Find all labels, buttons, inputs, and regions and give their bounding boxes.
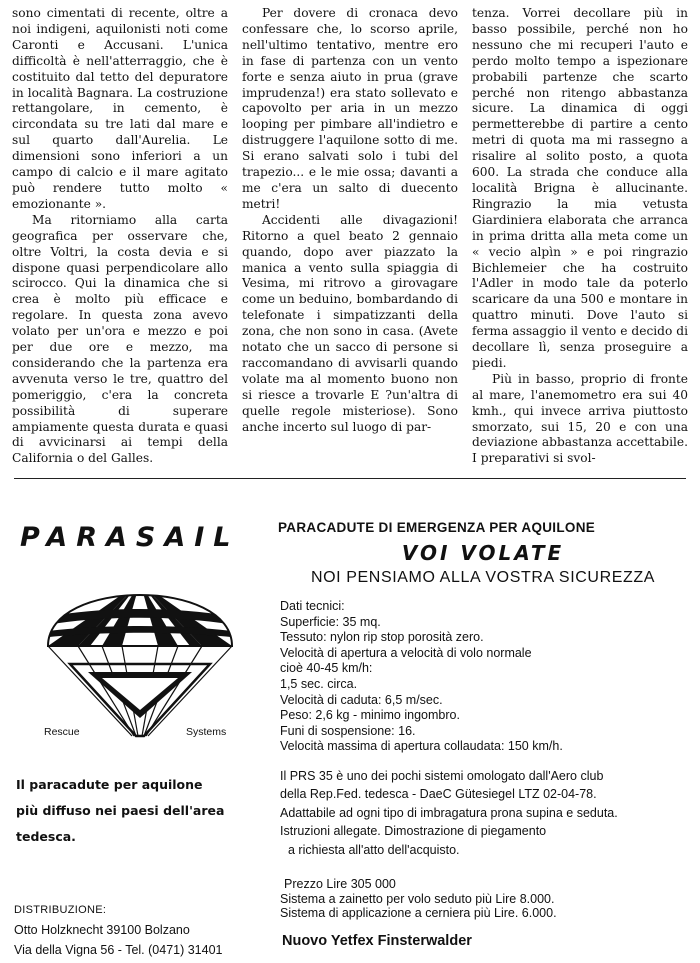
brand-name: PARASAIL [20,522,240,553]
paragraph: Ma ritorniamo alla carta geografica per osservare che, oltre Voltri, la costa devia e si dispone quasi perpendicolare allo scirocco. Qui la dinamica che si crea è molto più efficace e regolare. In questa zona avevo volato per un'ora e mezzo e poi per due ore e mezzo, ma considerando che la partenza era avvenuta verso le tre, quattro del pomeriggio, c'era la concreta possibilità di superare ampiamente questa durata e quasi di avvicinarsi ai tempi della California o del Galles. [12,212,228,466]
spec-line: cioè 40-45 km/h: [280,661,373,676]
price-line: Sistema a zainetto per volo seduto più Lire 8.000. [280,891,555,906]
pitch-line: Il paracadute per aquilone [16,777,203,792]
price-info [280,877,688,921]
paragraph: Più in basso, proprio di fronte al mare, l'anemometro era sui 40 kmh., qui invece arriva piuttosto smorzato, sui 15, 20 e con una deviazione abbastanza accettabile. I preparativi si svol- [472,371,688,466]
paragraph: Accidenti alle divagazioni! Ritorno a quel beato 2 gennaio quando, dopo aver piazzato la manica a vento sulla spiaggia di Vesima, mi ritrovo a girovagare come un beduino, bombardando di telefonate i simpatizzanti della zona, che non sono in casa. (Avete notato che un sacco di persone si raccomandano di avvisarli quando volate ma al momento buono non si riesce a trovarle E ?un'altra di quelle regole misteriose). Sono anche incerto sul luogo di par- [242,212,458,434]
spec-line: Velocità di apertura a velocità di volo normale [280,645,532,660]
spec-line: Superficie: 35 mq. [280,614,381,629]
spec-line: Velocità di caduta: 6,5 m/sec. [280,692,443,707]
paragraph: tenza. Vorrei decollare più in basso possibile, perché non ho nessuno che mi recuperi l'auto e perdo molto tempo a ispezionare probabili partenze che scarto perché non ritengo abbastanza sicure. La dinamica di oggi permetterebbe di partire a cento metri di quota ma mi rassegno a risalire al solito posto, a quota 600. La strada che conduce alla località Brigna è allucinante. Ringrazio la mia vetusta Giardiniera elaborata che arranca in prima dritta alla meta come un « vecio alpìn » e poi ringrazio Bichlemeier che ha costruito l'Adler in modo tale da poterlo scaricare da una 500 e montare in quattro minuti. Dove l'auto si ferma assaggio il vento e decido di decollare lì, senza proseguire a piedi. [472,6,688,370]
pitch-line: tedesca. [16,829,76,844]
ad-pitch [16,772,256,850]
ad-title: VOI VOLATE [401,541,565,565]
spec-line: Tessuto: nylon rip stop porosità zero. [280,630,484,645]
distribution-address: Otto Holzknecht 39100 Bolzano [14,923,190,937]
ad-heading: PARACADUTE DI EMERGENZA PER AQUILONE [278,520,596,535]
paragraph: Per dovere di cronaca devo confessare che, lo scorso aprile, nell'ultimo tentativo, mentre ero in fase di partenza con un vento forte e senza aiuto in prua (grave imprudenza!) era stato sollevato e capovolto per aria in un mezzo looping per pimbarе all'indietro e distruggere l'aquilone sotto di me. Si erano salvati solo i tubi del trapezio... e le mie ossa; davanti a me c'era un salto di duecento metri! [242,6,458,211]
article-column-1 [12,6,228,464]
ad-subtitle: NOI PENSIAMO ALLA VOSTRA SICUREZZA [310,569,656,586]
article-column-3 [472,6,688,464]
distribution-contact: Via della Vigna 56 - Tel. (0471) 31401 [14,943,223,957]
pitch-line: più diffuso nei paesi dell'area [16,803,225,818]
homologation-info [280,767,688,860]
spec-line: Funi di sospensione: 16. [280,723,416,738]
spec-line: Velocità massima di apertura collaudata: 150 km/h. [280,739,563,754]
technical-specs [280,599,688,755]
paragraph: sono cimentati di recente, oltre a noi indigeni, aquilonisti noti come Caronti e Accusani. L'unica difficoltà è nell'atterraggio, che è costituito dal tetto del depuratore in località Bagnara. La costruzione rettangolare, in cemento, è circondata su tre lati dal mare e sul quarto dall'Aurelia. Le dimensioni sono inferiori a un campo di calcio e il mare agitato può rendere tutto molto « emozionante ». [12,6,228,211]
parachute-logo-icon [40,568,240,748]
price-line: Sistema di applicazione a cerniera più Lire. 6.000. [280,906,557,921]
homolog-line: Istruzioni allegate. Dimostrazione di piegamento [280,824,547,839]
section-divider [14,478,686,479]
spec-line: Peso: 2,6 kg - minimo ingombro. [280,708,460,723]
distribution-info [14,900,223,960]
homolog-line: Il PRS 35 è uno dei pochi sistemi omologato dall'Aero club [280,768,604,783]
logo-label-rescue: Rescue [44,726,80,738]
spec-line: Dati tecnici: [280,599,345,613]
advertiser-signature: Nuovo Yetfex Finsterwalder [282,933,472,949]
homolog-line: a richiesta all'atto dell'acquisto. [288,842,460,857]
article-column-2 [242,6,458,464]
homolog-line: della Rep.Fed. tedesca - DaeC Gütesiegel LTZ 02-04-78. [280,787,597,802]
ad-details [278,520,688,921]
article-text [12,6,688,464]
parachute-logo [40,568,240,748]
homolog-line: Adattabile ad ogni tipo di imbragatura prona supina e seduta. [280,805,618,820]
price-line: Prezzo Lire 305 000 [284,877,396,892]
spec-line: 1,5 sec. circa. [280,676,358,691]
logo-label-systems: Systems [186,726,227,738]
distribution-label: DISTRIBUZIONE: [14,904,107,916]
